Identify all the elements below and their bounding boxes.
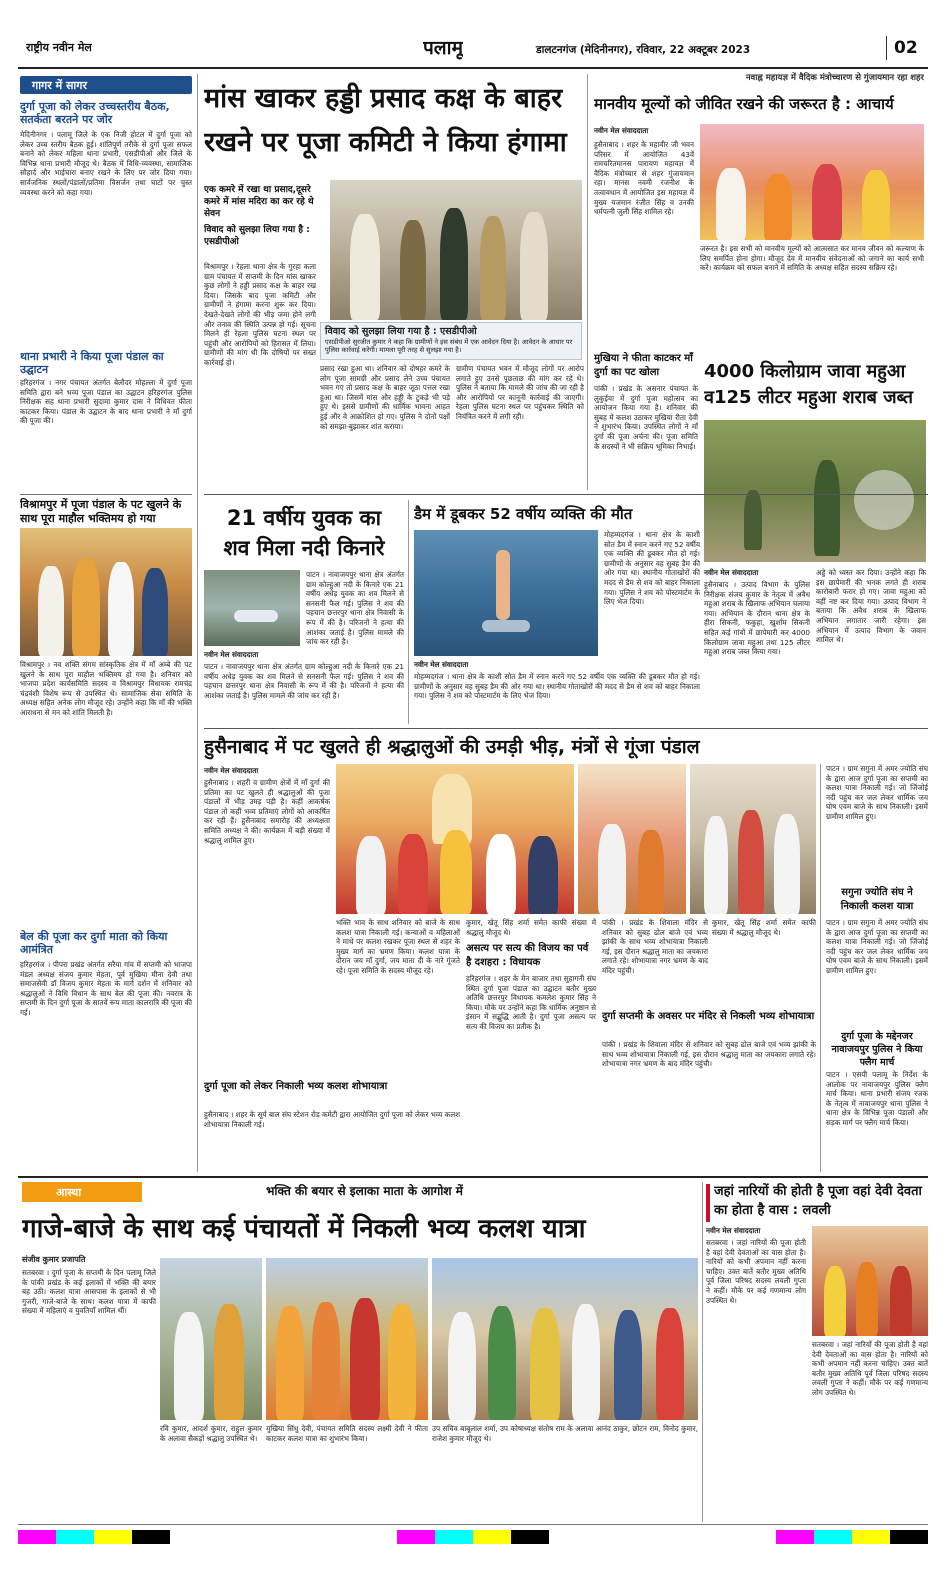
sagar-item-1-title: दुर्गा पूजा को लेकर उच्चस्तरीय बैठक, सतर्कता बरतने पर जोर <box>20 100 170 126</box>
pandal-guests-photo <box>690 764 816 914</box>
shobhayatra-headline: दुर्गा पूजा को लेकर निकाली भव्य कलश शोभायात्रा <box>204 1081 388 1092</box>
dam-body: मोहम्मदगंज । थाना क्षेत्र के काशी सोत डैम में स्नान करने गए 52 वर्षीय एक व्यक्ति की डूबकर मौत हो गई। ग्रामीणों के अनुसार वह सुबह डैम की ओर गया था। स्थानीय गोताखोरों की मदद से डैम से शव को बाहर निकाला गया। पुलिस ने शव को पोस्टमार्टम के लिए भेज दिया। <box>414 672 700 701</box>
sagar-item-3-rule <box>20 494 192 495</box>
hussainabad-photo-caption: कुमार, खेतू सिंह शर्मा समेत काफी संख्या में श्रद्धालु मौजूद थे। <box>712 918 816 937</box>
dam-body-col: मोहम्मदगंज । थाना क्षेत्र के काशी सोत डैम में स्नान करने गए 52 वर्षीय एक व्यक्ति की डूबकर मौत हो गई। ग्रामीणों के अनुसार वह सुबह डैम की ओर गया था। स्थानीय गोताखोरों की मदद से डैम से शव को बाहर निकाला गया। पुलिस ने शव को पोस्टमार्टम के लिए भेज दिया। <box>604 530 700 607</box>
sagar-tag <box>20 76 192 94</box>
nari-body-col1: सतबरवा । जहां नारियों की पूजा होती है वहां देवी देवताओं का वास होता है। नारियों को कभी अपमान नहीं करना चाहिए। उक्त बातें बतौर मुख्य अतिथि पूर्व जिला परिषद सदस्य लवली गुप्ता ने कहीं। मौके पर कई गणमान्य लोग उपस्थित थे। <box>706 1238 806 1305</box>
page-divider <box>886 36 887 60</box>
mahua-body-col1: हुसैनाबाद । उत्पाद विभाग के पुलिस निरीक्षक संजय कुमार के नेतृत्व में अवैध महुआ शराब के खिलाफ अभियान चलाया गया। अभियान के दौरान थाना क्षेत्र के हीरा सिकनी, फकुहा, खुर्शाम सिकनी सहित कई गांवों में छापेमारी कर 4000 किलोग्राम जावा महुआ तथा 125 लीटर महुआ शराब जब्त किया गया। <box>704 580 810 657</box>
nari-byline: नवीन मेल संवाददाता <box>706 1226 761 1235</box>
mid-section-rule <box>204 494 928 495</box>
yuvak-headline-line1: 21 वर्षीय युवक का <box>226 506 382 530</box>
lead-caption <box>320 322 582 360</box>
lead-body-col3: ग्रामीण पंचायत भवन में मौजूद लोगों पर आरोप लगाते हुए उनसे पूछताछ की मांग कर रहे थे। पुलिस ने बताया कि मामले की जांच की जा रही है और आरोपियों पर कानूनी कार्रवाई की जाएगी। रेहला पुलिस घटना स्थल पर पहुंचकर स्थिति को नियंत्रित करने में लगी रही। <box>456 364 584 421</box>
nari-headline: जहां नारियों की होती है पूजा वहां देवी देवता का होता है वास : लवली <box>714 1184 922 1218</box>
flagmarch-headline: दुर्गा पूजा के मद्देनजर नावाजयपुर पुलिस ने किया फ्लैग मार्च <box>831 1031 923 1068</box>
aacharya-yagya-photo <box>700 124 924 240</box>
flagmarch-body: पाटन । एसपी पलामू के निर्देश के आलोक पर नावाजयपुर पुलिस फ्लैग मार्च किया। थाना प्रभारी संजय रजक के नेतृत्व में नावाजयपुर थाना पुलिस ने थाना क्षेत्र के विभिन्न पूजा पंडालों और सड़क मार्ग पर फ्लैग मार्च किया। <box>826 1070 928 1127</box>
aastha-kicker: भक्ति की बयार से इलाका माता के आगोश में <box>266 1184 463 1198</box>
aacharya-headline: मानवीय मूल्यों को जीवित रखने की जरूरत है : आचार्य <box>594 95 894 113</box>
aastha-tag-label: आस्था <box>56 1186 82 1199</box>
shobhayatra-body: हुसैनाबाद । शहर के सूर्य बाल संघ स्टेशन रोड कमेटी द्वारा आयोजित दुर्गा पूजा को लेकर भव्य कलश शोभायात्रा निकाली गई। <box>204 1110 460 1129</box>
masthead <box>18 30 928 66</box>
aastha-caption-3: उप सचिव बाबूलाल शर्मा, उप कोषाध्यक्ष संतोष राम के अलावा आनंद ठाकुर, छोटन राम, विनोद कुमार, राजेश कुमार मौजूद थे। <box>432 1424 698 1443</box>
lead-caption-text: एसडीपीओ सुरजीत कुमार ने कहा कि ग्रामीणों ने इस संबंध में एक आवेदन दिया है। आवेदन के आधार पर पुलिस कार्रवाई करेगी। मामला पूरी तरह से सुलझा गया है। <box>325 338 573 354</box>
puja-ritual-photo <box>578 764 686 914</box>
kalash-yatra-photo-3 <box>432 1258 698 1420</box>
masthead-rule <box>18 67 928 69</box>
aastha-headline: गाजे-बाजे के साथ कई पंचायतों में निकली भव्य कलश यात्रा <box>22 1214 586 1244</box>
asatya-headline: असत्य पर सत्य की विजय का पर्व है दशहरा : विधायक <box>466 943 589 968</box>
column-divider-center <box>587 74 588 490</box>
nari-body-col2: सतबरवा । जहां नारियों की पूजा होती है वहां देवी देवताओं का वास होता है। नारियों को कभी अपमान नहीं करना चाहिए। उक्त बातें बतौर मुख्य अतिथि पूर्व जिला परिषद सदस्य लवली गुप्ता ने कहीं। मौके पर कई गणमान्य लोग उपस्थित थे। <box>812 1340 928 1397</box>
sagar-item-3-body: विश्रामपुर । नव शक्ति संगम सांस्कृतिक क्षेत्र में माँ अम्बे की पट खुलने के साथ पूरा माहौल भक्तिमय हो गया है। शनिवार को भाजपा प्रदेश कार्यसमिति सदस्य व विश्रामपुर विधायक रामचंद्र चंद्रवंशी विशेष रूप से उपस्थित थे। सामाजिक सेवा समिति के अध्यक्ष सहित अनेक लोग मौजूद रहे। उन्होंने कहा कि माँ की भक्ति आराधना से मन को शांति मिलती है। <box>20 660 192 717</box>
aastha-caption-2: मुखिया सिंधु देवी, पंचायत समिति सदस्य लक्ष्मी देवी ने फीता काटकर कलश यात्रा का शुभारंभ किया। <box>266 1424 428 1443</box>
drowning-photo <box>414 530 598 656</box>
column-divider-right <box>820 764 821 1172</box>
section-name: पलामू <box>423 37 463 59</box>
hussainabad-body-mid: भक्ति भाव के साथ शनिवार को बाजे के साथ कलश यात्रा निकाली गई। कन्याओं व महिलाओं ने माथे पर कलश रखकर पूजा स्थल से शहर के मुख्य मार्ग का भ्रमण किया। कलश यात्रा के दौरान जय माँ दुर्गा, जय माता दी के नारे गूंजते रहे। पूजा समिति के सदस्य मौजूद रहे। <box>336 918 460 975</box>
durga-idol-pandal-photo <box>336 764 574 914</box>
sagar-item-2-title: थाना प्रभारी ने किया पूजा पंडाल का उद्घाटन <box>20 350 164 376</box>
lead-headline-line2: रखने पर पूजा कमिटी ने किया हंगामा <box>204 127 567 158</box>
vishrampur-pandal-photo <box>20 528 192 656</box>
aacharya-byline: नवीन मेल संवाददाता <box>594 126 649 135</box>
aacharya-kicker: नवाह्न महायज्ञ में वैदिक मंत्रोच्चारण से गुंजायमान रहा शहर <box>745 73 924 83</box>
asatya-body: हरिहरगंज । शहर के मेन बाजार तथा सुहागनी संघ स्थित दुर्गा पूजा पंडाल का उद्घाटन बतौर मुख्य अतिथि छत्तरपुर विधायक कमलेश कुमार सिंह ने किया। मौके पर उन्होंने कहा कि धार्मिक अनुष्ठान से इंसान में सद्बुद्धि आती है। दुर्गा पूजा असत्य पर सत्य की विजय का प्रतीक है। <box>466 974 596 1031</box>
yuvak-body: पाटन । नावाजयपुर थाना क्षेत्र अंतर्गत ग्राम कोल्हुआ नदी के किनारे एक 21 वर्षीय अधेड़ युवक का शव मिलने से सनसनी फैल गई। पुलिस ने शव की पहचान छत्तरपुर थाना क्षेत्र निवासी के रूप में की है। परिजनों ने हत्या की आशंका जताई है। पुलिस मामले की जांच कर रही है। <box>204 662 404 700</box>
hussainabad-headline: हुसैनाबाद में पट खुलते ही श्रद्धालुओं की उमड़ी भीड़, मंत्रों से गूंजा पंडाल <box>204 736 700 758</box>
aastha-byline: संजीव कुमार प्रजापति <box>22 1255 86 1264</box>
saptami-body-top: पांकी । प्रखंड के शिवाला मंदिर से शनिवार को सुबह ढोल बाजे एवं भव्य झांकी के साथ भव्य शोभायात्रा निकाली गई, इस दौरान श्रद्धालु माता का जयकारा लगाते रहे। शोभायात्रा नगर भ्रमण के बाद मंदिर पहुंची। <box>602 918 708 975</box>
lead-headline-line1: मांस खाकर हड्डी प्रसाद कक्ष के बाहर <box>204 83 563 114</box>
page-number: 02 <box>894 38 918 58</box>
mahua-raid-photo <box>704 420 926 562</box>
dam-byline: नवीन मेल संवाददाता <box>414 660 469 669</box>
dam-headline: डैम में डूबकर 52 वर्षीय व्यक्ति की मौत <box>414 505 633 523</box>
sagun-intro-body: पाटन । ग्राम सगुना में अमर ज्योति संघ के द्वारा आज दुर्गा पूजा का सप्तमी का कलश यात्रा निकाली गई। जो जिंजोई नदी पहुंच कर जल लेकर धार्मिक जय घोष एवम बाजे के साथ निकाली। इसमें ग्रामीण शामिल हुए। <box>826 764 928 821</box>
column-divider-nari <box>702 1182 703 1522</box>
mahua-headline-line1: 4000 किलोग्राम जावा महुआ <box>704 361 906 382</box>
kalash-yatra-photo-1 <box>160 1258 262 1420</box>
column-divider-left <box>197 74 198 1172</box>
yuvak-headline-line2: शव मिला नदी किनारे <box>223 536 385 560</box>
mahua-headline-line2: व125 लीटर महुआ शराब जब्त <box>704 387 913 408</box>
sagar-item-1-body: मेदिनीनगर । पलामू जिले के एक निजी होटल में दुर्गा पूजा को लेकर उच्च स्तरीय बैठक हुई। शांतिपूर्ण तरीके से दुर्गा पूजा सफल बनाने को लेकर महिला थाना प्रभारी, एसडीपीओ और जिले के विभिन्न थाना प्रभारी मौजूद थे। बैठक में विधि-व्यवस्था, सामाजिक सौहार्द और भाईचारा बनाए रखने के लिए पर जोर दिया गया। सार्वजनिक स्थलों/पंडालों/प्रतिमा विसर्जन तथा घाटों पर चुस्त व्यवस्था करने को कहा गया। <box>20 130 192 197</box>
newspaper-logo: राष्ट्रीय नवीन मेल <box>26 41 92 54</box>
hussainabad-rule <box>204 728 928 729</box>
yuvak-byline: नवीन मेल संवाददाता <box>204 650 259 659</box>
sagun-headline: सगुना ज्योति संघ ने निकाली कलश यात्रा <box>840 887 914 912</box>
aacharya-body-col1: हुसैनाबाद । शहर के महावीर जी भवन परिसर में आयोजित 43वें रामचरितमानस पारायण महायज्ञ में वैदिक मंत्रोच्चार से शहर गुंजायमान रहा। मानस नवमी रजनीश के तत्वावधान में आयोजित इस महायज्ञ में मुख्य यजमान रंजीत सिंह व उनकी धर्मपत्नी जुली सिंह शामिल रहे। <box>594 140 694 217</box>
sagar-item-4-title: बेल की पूजा कर दुर्गा माता को किया आमंत्रित <box>20 930 168 956</box>
lead-subhead-2: विवाद को सुलझा लिया गया है : एसडीपीओ <box>204 225 310 247</box>
river-body-photo <box>204 570 300 646</box>
aastha-body: सतबरवा । दुर्गा पूजा के सप्तमी के दिन पलामू जिले के पांकी प्रखंड के कई इलाकों में भक्ति की बयार बह उठी। कलश यात्रा आसपास के इलाकों से भी गुजरी, गाजे-बाजे के साथ। कलश यात्रा में काफी संख्या में महिलाएं व युवतियाँ शामिल थीं। <box>22 1268 156 1316</box>
yuvak-body-right: पाटन । नावाजयपुर थाना क्षेत्र अंतर्गत ग्राम कोल्हुआ नदी के किनारे एक 21 वर्षीय अधेड़ युवक का शव मिलने से सनसनी फैल गई। पुलिस ने शव की पहचान छत्तरपुर थाना क्षेत्र निवासी के रूप में की है। परिजनों ने हत्या की आशंका जताई है। पुलिस मामले की जांच कर रही है। <box>306 570 404 647</box>
footer-rule <box>18 1524 928 1525</box>
hussainabad-body: हुसैनाबाद । शहरी व ग्रामीण क्षेत्रों में माँ दुर्गा की प्रतिमा का पट खुलते ही श्रद्धालुओं की पूजा पंडालों में भीड़ उमड़ पड़ी है। कहीं आकर्षक पंडाल तो कहीं भव्य प्रतिमाएं लोगों को आकर्षित कर रही हैं। हुसैनाबाद समारोह की अध्यक्षता समिति अध्यक्ष ने की। कार्यक्रम में बड़ी संख्या में श्रद्धालु शामिल हुए। <box>204 778 330 845</box>
fita-body: पांकी । प्रखंड के असनार पंचायत के लुकुईया में दुर्गा पूजा महोत्सव का आयोजन किया गया है। शनिवार की सुबह में कलश उठाकर मुखिया रीता देवी ने शुभारंभ किया। उपस्थित लोगों ने माँ दुर्गा की पूजा अर्चना की। पूजा समिति के सदस्यों ने भी सक्रिय भूमिका निभाई। <box>594 384 698 451</box>
fita-headline: मुखिया ने फीता काटकर माँ दुर्गा का पट खोला <box>594 353 693 378</box>
sagar-item-3-title: विश्रामपुर में पूजा पंडाल के पट खुलने के साथ पूरा माहौल भक्तिमय हो गया <box>20 498 182 525</box>
kalash-yatra-photo-2 <box>266 1258 428 1420</box>
lead-body-col2: प्रसाद रखा हुआ था। शनिवार को दोषहर कमरे के लोग पूजा सामग्री और प्रसाद लेने उच्च पंचायत भवन गए तो प्रसाद कक्ष के बाहर जूठा पत्तल रखा हुआ था। जिसमें मांस और हड्डी के टुकड़े भी पड़े हुए थे। इससे ग्रामीणों की धार्मिक भावना आहत हुई और वे आक्रोशित हो गए। पुलिस ने दोनों पक्षों को समझा-बुझाकर शांत कराया। <box>320 364 450 431</box>
aastha-caption-1: रवि कुमार, आदर्श कुमार, राहुल कुमार के अलावा सैकड़ों श्रद्धालु उपस्थित थे। <box>160 1424 262 1443</box>
saptami-headline: दुर्गा सप्तमी के अवसर पर मंदिर से निकली भव्य शोभायात्रा <box>602 1011 815 1022</box>
aastha-tag <box>22 1182 142 1202</box>
dateline: डालटनगंज (मेदिनीनगर), रविवार, 22 अक्टूबर 2023 <box>536 44 751 56</box>
aacharya-body-col2: जरूरत है। इस सभी को मानवीय मूल्यों को आत्मसात कर मानव जीवन को कल्याण के लिए समर्पित होना होगा। मौजूद देव में मानवीय संवेदनाओं को जगाने का कार्य सभी करें। कार्यक्रम को सफल बनाने में समिति के अध्यक्ष सहित सदस्य सक्रिय रहे। <box>700 244 924 273</box>
sagar-tag-label: गागर में सागर <box>32 79 87 92</box>
color-registration-bar <box>18 1530 928 1544</box>
nari-program-photo <box>812 1226 928 1336</box>
mahua-byline: नवीन मेल संवाददाता <box>704 568 759 577</box>
hussainabad-caption: कुमार, खेतू सिंह शर्मा समेत काफी संख्या में श्रद्धालु मौजूद थे। <box>466 918 596 937</box>
sagar-item-4-body: हरिहरगंज । पीपरा प्रखंड अंतर्गत सरैया गांव में सप्तमी को भाजपा मंडल अध्यक्ष संजय कुमार मेहता, पूर्व मुखिया मीना देवी तथा समाजसेवी डॉ विजय कुमार मेहता के मार्ग दर्शन में शनिवार को श्रद्धालुओं ने विधि विधान के साथ बेल की पूजा की। नवरात्र के सप्तमी के दिन दुर्गा पूजा के सातवें रूप माता कालरात्रि की पूजा की गई। <box>20 960 192 1017</box>
nari-accent-bar <box>706 1184 710 1222</box>
saptami-body: पांकी । प्रखंड के शिवाला मंदिर से शनिवार को सुबह ढोल बाजे एवं भव्य झांकी के साथ भव्य शोभायात्रा निकाली गई, इस दौरान श्रद्धालु माता का जयकारा लगाते रहे। शोभायात्रा नगर भ्रमण के बाद मंदिर पहुंची। <box>602 1040 816 1069</box>
lead-caption-title: विवाद को सुलझा लिया गया है : एसडीपीओ <box>325 326 477 337</box>
hussainabad-byline: नवीन मेल संवाददाता <box>204 766 259 775</box>
aastha-section-rule <box>18 1176 928 1178</box>
lead-body-col1: विश्रामपुर । रेहला थाना क्षेत्र के गुरहा कला ग्राम पंचायत में सप्तमी के दिन मांस खाकर कुछ लोगों ने हड्डी प्रसाद कक्ष के बाहर रख दिया। जिसके बाद पूजा कमिटी और ग्रामीणों ने हंगामा करना शुरू कर दिया। देखते-देखते लोगों की भीड़ जमा होने लगी और तनाव की स्थिति उत्पन्न हो गई। सूचना मिलने ही रेहला पुलिस घटना स्थल पर पहुंची और आरोपियों को हिरासत में लिया। ग्रामीणों की मांग थी कि दोषियों पर सख्त कार्रवाई हो। <box>204 262 316 367</box>
sagar-item-2-body: हरिहरगंज । नगर पंचायत अंतर्गत बेलौदर मोहल्ला में दुर्गा पूजा समिति द्वारा बने भव्य पूजा पंडाल का उद्घाटन हरिहरगंज पुलिस निरीक्षक सह थाना प्रभारी सुदामा कुमार दास ने विधिवत फीता काटकर किया। पंडाल के उद्घाटन के बाद थाना प्रभारी ने माँ दुर्गा की पूजा की। <box>20 378 192 426</box>
column-divider-yuvak <box>408 500 409 724</box>
lead-subhead: एक कमरे में रखा था प्रसाद,दूसरे कमरे में मांस मदिरा का कर रहे थे सेवन <box>204 185 314 219</box>
lead-photo-police-meeting <box>330 180 582 320</box>
sagun-body: पाटन । ग्राम सगुना में अमर ज्योति संघ के द्वारा आज दुर्गा पूजा का सप्तमी का कलश यात्रा निकाली गई। जो जिंजोई नदी पहुंच कर जल लेकर धार्मिक जय घोष एवम बाजे के साथ निकाली। इसमें ग्रामीण शामिल हुए। <box>826 918 928 975</box>
mahua-body-col2: अड्डे को ध्वस्त कर दिया। उन्होंने कहा कि इस छापेमारी की भनक लगते ही शराब कारोबारी फरार हो गए। जावा महुआ को वहीं नष्ट कर दिया गया। उत्पाद विभाग ने बताया कि अवैध शराब के खिलाफ अभियान लगातार जारी रहेगा। इस अभियान में उत्पाद विभाग के जवान शामिल थे। <box>816 568 926 645</box>
